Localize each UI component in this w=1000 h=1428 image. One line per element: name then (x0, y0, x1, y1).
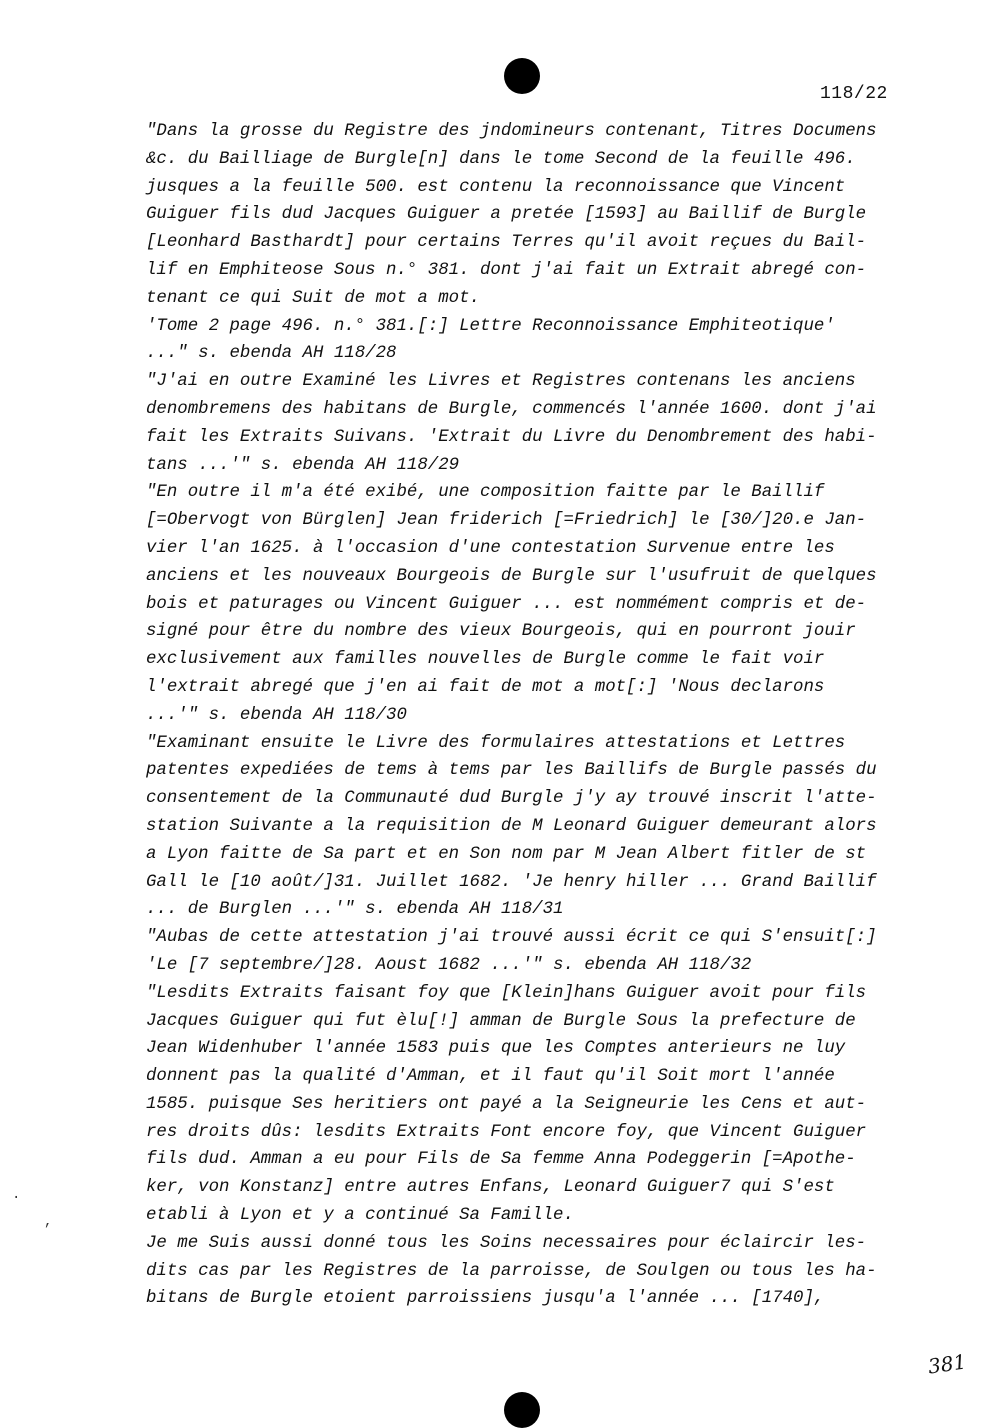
text-line: res droits dûs: lesdits Extraits Font encore foy, que Vincent Guiguer (146, 1122, 867, 1142)
text-line: l'extrait abregé que j'en ai fait de mot a mot[:] 'Nous declarons (146, 677, 825, 697)
text-line: bitans de Burgle etoient parroissiens jusqu'a l'année ... [1740], (146, 1289, 825, 1309)
source-reference: ... de Burglen ...'" s. ebenda AH 118/31 (146, 900, 564, 920)
source-reference: ...'" s. ebenda AH 118/30 (146, 705, 407, 725)
text-line: Jacques Guiguer qui fut èlu[!] amman de Burgle Sous la prefecture de (146, 1011, 856, 1031)
text-line: station Suivante a la requisition de M Leonard Guiguer demeurant alors (146, 816, 877, 836)
text-line: "Examinant ensuite le Livre des formulaires attestations et Lettres (146, 733, 846, 753)
source-reference: ..." s. ebenda AH 118/28 (146, 344, 397, 364)
text-line: fils dud. Amman a eu pour Fils de Sa femme Anna Podeggerin [=Apothe- (146, 1150, 856, 1170)
text-line: patentes expediées de tems à tems par les Baillifs de Burgle passés du (146, 761, 877, 781)
text-line: ker, von Konstanz] entre autres Enfans, Leonard Guiguer7 qui S'est (146, 1178, 835, 1198)
margin-mark: , (44, 1214, 53, 1230)
source-reference: 'Le [7 septembre/]28. Aoust 1682 ...'" s. ebenda AH 118/32 (146, 955, 752, 975)
text-line: tenant ce qui Suit de mot a mot. (146, 288, 480, 308)
text-line: consentement de la Communauté dud Burgle j'y ay trouvé inscrit l'atte- (146, 789, 877, 809)
text-line: [Leonhard Basthardt] pour certains Terres qu'il avoit reçues du Bail- (146, 233, 867, 253)
text-line: dits cas par les Registres de la parroisse, de Soulgen ou tous les ha- (146, 1261, 877, 1281)
text-line: donnent pas la qualité d'Amman, et il faut qu'il Soit mort l'année (146, 1067, 835, 1087)
text-line: signé pour être du nombre des vieux Bourgeois, qui en pourront jouir (146, 622, 856, 642)
text-line: anciens et les nouveaux Bourgeois de Burgle sur l'usufruit de quelques (146, 566, 877, 586)
text-line: fait les Extraits Suivans. 'Extrait du Livre du Denombrement des habi- (146, 427, 877, 447)
text-line: "Lesdits Extraits faisant foy que [Klein]hans Guiguer avoit pour fils (146, 983, 867, 1003)
text-line: Guiguer fils dud Jacques Guiguer a pretée [1593] au Baillif de Burgle (146, 205, 867, 225)
folio-handwritten-mark: 381 (926, 1349, 968, 1379)
text-line: &c. du Bailliage de Burgle[n] dans le tome Second de la feuille 496. (146, 149, 856, 169)
text-line: [=Obervogt von Bürglen] Jean friderich [=Friedrich] le [30/]20.e Jan- (146, 511, 867, 531)
punch-hole (504, 58, 540, 94)
document-body (146, 118, 926, 1313)
text-line: "J'ai en outre Examiné les Livres et Registres contenans les anciens (146, 372, 856, 392)
text-line: lif en Emphiteose Sous n.° 381. dont j'ai fait un Extrait abregé con- (146, 260, 867, 280)
text-line: exclusivement aux familles nouvelles de Burgle comme le fait voir (146, 650, 825, 670)
text-line: vier l'an 1625. à l'occasion d'une contestation Survenue entre les (146, 538, 835, 558)
text-line: 1585. puisque Ses heritiers ont payé a la Seigneurie les Cens et aut- (146, 1094, 867, 1114)
punch-hole-bottom (504, 1392, 540, 1428)
source-reference: tans ...'" s. ebenda AH 118/29 (146, 455, 460, 475)
text-line: denombremens des habitans de Burgle, commencés l'année 1600. dont j'ai (146, 399, 877, 419)
text-line: "En outre il m'a été exibé, une composition faitte par le Baillif (146, 483, 825, 503)
text-line: Jean Widenhuber l'année 1583 puis que les Comptes anterieurs ne luy (146, 1039, 846, 1059)
margin-mark: · (12, 1190, 21, 1206)
text-line: a Lyon faitte de Sa part et en Son nom par M Jean Albert fitler de st (146, 844, 867, 864)
text-line: Je me Suis aussi donné tous les Soins necessaires pour éclaircir les- (146, 1233, 867, 1253)
page-number: 118/22 (820, 84, 888, 104)
text-line: Gall le [10 août/]31. Juillet 1682. 'Je henry hiller ... Grand Baillif (146, 872, 877, 892)
text-line: bois et paturages ou Vincent Guiguer ... est nommément compris et de- (146, 594, 867, 614)
text-line: "Dans la grosse du Registre des jndomineurs contenant, Titres Documens (146, 122, 877, 141)
text-line: etabli à Lyon et y a continué Sa Famille. (146, 1206, 574, 1226)
text-line: "Aubas de cette attestation j'ai trouvé aussi écrit ce qui S'ensuit[:] (146, 928, 877, 948)
text-line: jusques a la feuille 500. est contenu la reconnoissance que Vincent (146, 177, 846, 197)
text-line: 'Tome 2 page 496. n.° 381.[:] Lettre Reconnoissance Emphiteotique' (146, 316, 835, 336)
